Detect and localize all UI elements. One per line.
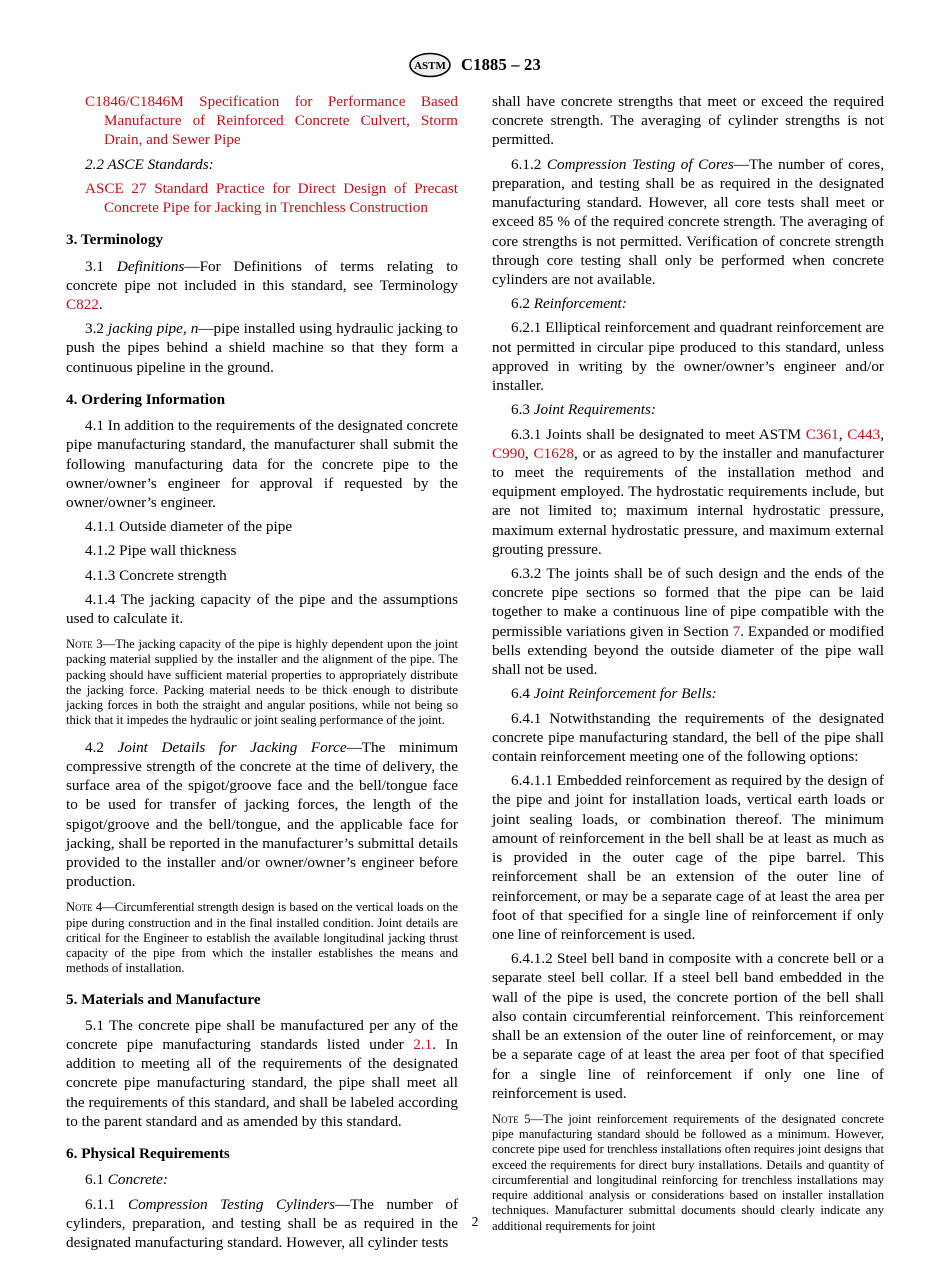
p632-text-a: 6.3.2 The joints shall be of such design and the ends of the concrete pipe sections so formed that the pipe can be laid together to make a continuous line of pipe compatible with the permissible variations given in Section bbox=[492, 565, 884, 640]
note-3-label: Note 3 bbox=[66, 637, 103, 652]
p63-num: 6.3 bbox=[511, 401, 534, 419]
p42-term: Joint Details for Jacking Force bbox=[117, 738, 347, 756]
p612-term: Compression Testing of Cores bbox=[546, 155, 734, 173]
p32-num: 3.2 bbox=[85, 320, 109, 338]
reference-section-7[interactable]: 7 bbox=[732, 622, 741, 640]
paragraph-6-2 bbox=[492, 294, 884, 313]
note-4-text: —Circumferential strength design is based on the vertical loads on the pipe during construction and in the final installed condition. Joint details are critical for the Engineer to establish the available longitudinal jacking thrust capacity of the pipe from which the installer establishes the means and methods of installation. bbox=[66, 900, 458, 976]
p631-sep-3: , bbox=[524, 444, 534, 462]
p42-num: 4.2 bbox=[85, 738, 118, 756]
paragraph-6-1-1-continued: shall have concrete strengths that meet or exceed the required concrete strength. The averaging of cylinder strengths is not permitted. bbox=[492, 93, 884, 149]
p31-num: 3.1 bbox=[85, 257, 117, 275]
paragraph-6-1 bbox=[66, 1170, 458, 1189]
paragraph-6-4-1-1: 6.4.1.1 Embedded reinforcement as required by the design of the pipe and joint for installation loads, vertical earth loads or joint sealing loads, or combination thereof. The minimum amount of reinforcement in the bell shall be at least as much as is provided in the outer cage of the pipe barrel. This reinforcement shall be an extension of the outer line of reinforcement, or may be a separate cage of at least the area per foot of that specified for a single line of reinforcement if only one line of reinforcement is used. bbox=[492, 772, 884, 943]
note-5-label: Note 5 bbox=[492, 1111, 531, 1126]
paragraph-6-3-2 bbox=[492, 564, 884, 679]
p62-num: 6.2 bbox=[511, 295, 534, 313]
paragraph-3-2 bbox=[66, 319, 458, 377]
p61-term: Concrete: bbox=[107, 1171, 168, 1189]
reference-c361[interactable]: C361 bbox=[805, 425, 839, 443]
note-3-text: —The jacking capacity of the pipe is highly dependent upon the joint packing material supplied by the installer and the alignment of the pipe. The packing should have sufficient material properties to appropriately distribute the jacking force. Packing material needs to be thick enough to distribute jacking forces in both the straight and angular positions, while not being so thick that it impedes the hydraulic or joint sealing performance of the joint. bbox=[66, 637, 458, 728]
paragraph-6-3-1 bbox=[492, 425, 884, 560]
section-5-heading: 5. Materials and Manufacture bbox=[66, 990, 261, 1008]
paragraph-4-2 bbox=[66, 738, 458, 892]
right-column bbox=[492, 92, 884, 1234]
paragraph-6-1-2 bbox=[492, 155, 884, 290]
paragraph-5-1 bbox=[66, 1016, 458, 1131]
p31-period: . bbox=[98, 295, 103, 313]
p42-text: —The minimum compressive strength of the concrete at the time of delivery, the surface area of the spigot/groove face and the bell/tongue face to be used for transfer of jacking forces, the length of the spigot/groove and the bell/tongue, and the applicable face for jacking, shall be reported in the manufacturer’s submittal details provided to the installer and/or owner/owner’s engineer before production. bbox=[66, 738, 459, 891]
note-3 bbox=[66, 637, 458, 728]
asce-standards-heading: 2.2 ASCE Standards: bbox=[85, 155, 214, 173]
paragraph-4-1: 4.1 In addition to the requirements of the designated concrete pipe manufacturing standard, the manufacturer shall submit the following manufacturing data for the concrete pipe to the owner/owner’s engineer for approval if requested by the owner/owner’s engineer. bbox=[66, 417, 458, 511]
paragraph-4-1-3: 4.1.3 Concrete strength bbox=[85, 566, 227, 584]
p32-text: —pipe installed using hydraulic jacking to push the pipes behind a shield machine so that they form a continuous pipeline in the ground. bbox=[66, 320, 459, 376]
p63-term: Joint Requirements: bbox=[533, 401, 656, 419]
reference-title-c1846: Specification for Performance Based Manufacture of Reinforced Concrete Culvert, Storm Drain, and Sewer Pipe bbox=[104, 93, 458, 149]
reference-c1846 bbox=[66, 92, 458, 150]
paragraph-6-2-1: 6.2.1 Elliptical reinforcement and quadrant reinforcement are not permitted in circular pipe produced to this standard, unless approved in writing by the owner/owner’s engineer and/or installer. bbox=[492, 319, 884, 395]
p62-term: Reinforcement: bbox=[533, 295, 627, 313]
paragraph-4-1-1: 4.1.1 Outside diameter of the pipe bbox=[85, 518, 293, 536]
reference-code-c1846[interactable]: C1846/C1846M bbox=[85, 93, 184, 110]
paragraph-6-4-1: 6.4.1 Notwithstanding the requirements of the designated concrete pipe manufacturing standard, the bell of the pipe shall contain reinforcement meeting one of the following options: bbox=[492, 709, 884, 765]
document-title: C1885 – 23 bbox=[461, 55, 541, 74]
p612-text: —The number of cores, preparation, and testing shall be as required in the designated manufacturing standard. However, all core tests shall meet or exceed 85 % of the required concrete strength. The averaging of core strengths is not permitted. Verification of concrete strength through core testing shall only be performed when concrete cylinders are not available. bbox=[492, 155, 884, 288]
p31-text: —For Definitions of terms relating to concrete pipe not included in this standard, see Terminology bbox=[66, 257, 459, 294]
p612-num: 6.1.2 bbox=[511, 155, 547, 173]
section-4-heading: 4. Ordering Information bbox=[66, 390, 226, 408]
paragraph-6-4-1-2: 6.4.1.2 Steel bell band in composite with a concrete bell or a separate steel bell collar. If a steel bell band embedded in the wall of the pipe is used, the concrete portion of the bell shall also contain circumferential reinforcement. This reinforcement shall be an extension of the outer line of reinforcement, or may be a separate cage of at least the area per foot of that specified for a single line of reinforcement if only one line of reinforcement is used. bbox=[492, 950, 884, 1102]
reference-c1628[interactable]: C1628 bbox=[533, 444, 575, 462]
p611-num: 6.1.1 bbox=[85, 1195, 128, 1213]
svg-text:ASTM: ASTM bbox=[414, 60, 446, 72]
paragraph-4-1-2: 4.1.2 Pipe wall thickness bbox=[85, 542, 237, 560]
section-3-heading: 3. Terminology bbox=[66, 231, 164, 249]
p64-term: Joint Reinforcement for Bells: bbox=[533, 685, 717, 703]
reference-section-2-1[interactable]: 2.1 bbox=[413, 1036, 433, 1054]
paragraph-6-4 bbox=[492, 684, 884, 703]
reference-c443[interactable]: C443 bbox=[847, 425, 881, 443]
p631-sep-2: , bbox=[880, 425, 884, 443]
note-4 bbox=[66, 900, 458, 976]
p631-text-b: , or as agreed to by the installer and manufacturer to meet the requirements of the installation method and equipment employed. The hydrostatic requirements include, but are not limited to; maximum internal hydrostatic pressure, maximum external hydrostatic pressure, and maximum external grouting pressure. bbox=[492, 444, 884, 558]
p51-text-a: 5.1 The concrete pipe shall be manufactured per any of the concrete pipe manufacturing standards listed under bbox=[66, 1016, 458, 1054]
p631-text-a: 6.3.1 Joints shall be designated to meet ASTM bbox=[511, 425, 806, 443]
note-4-label: Note 4 bbox=[66, 900, 103, 915]
reference-c822[interactable]: C822 bbox=[66, 295, 99, 313]
p32-term: jacking pipe, n bbox=[108, 320, 199, 338]
two-column-body bbox=[66, 92, 884, 1252]
page-number: 2 bbox=[471, 1214, 479, 1229]
section-6-heading: 6. Physical Requirements bbox=[66, 1145, 230, 1163]
p31-term: Definitions bbox=[116, 257, 185, 275]
paragraph-4-1-4: 4.1.4 The jacking capacity of the pipe and the assumptions used to calculate it. bbox=[66, 590, 458, 628]
left-column bbox=[66, 92, 458, 1252]
astm-logo bbox=[409, 52, 451, 78]
p631-sep-1: , bbox=[838, 425, 848, 443]
reference-c990[interactable]: C990 bbox=[492, 444, 525, 462]
p51-text-b: . In addition to meeting all of the requirements of the designated concrete pipe manufacturing standard, the pipe shall meet all the requirements of this standard, and shall be labeled according to the parent standard and as amended by this standard. bbox=[66, 1036, 459, 1130]
reference-asce27[interactable]: ASCE 27 Standard Practice for Direct Design of Precast Concrete Pipe for Jacking in Trenchless Construction bbox=[85, 179, 458, 217]
note-5-text: —The joint reinforcement requirements of the designated concrete pipe manufacturing standard should be followed as a minimum. However, concrete pipe used for trenchless installations often requires joint designs that exceed the requirements for direct bury installations. Details and quantity of circumferential and longitudinal reinforcing for trenchless installations may require additional analysis or considerations based on installer installation techniques. Manufacturer submittal documents should clearly indicate any additional requirements for joint bbox=[492, 1111, 884, 1233]
paragraph-6-3 bbox=[492, 400, 884, 419]
paragraph-3-1 bbox=[66, 257, 458, 315]
p632-text-b: . Expanded or modified bells extending beyond the outside diameter of the pipe wall shall not be used. bbox=[492, 622, 884, 679]
p611-term: Compression Testing Cylinders bbox=[127, 1195, 336, 1213]
p61-num: 6.1 bbox=[85, 1171, 108, 1189]
p611-text: —The number of cylinders, preparation, and testing shall be as required in the designated manufacturing standard. However, all cylinder tests bbox=[66, 1195, 459, 1251]
p64-num: 6.4 bbox=[511, 685, 534, 703]
page-header bbox=[0, 52, 950, 82]
